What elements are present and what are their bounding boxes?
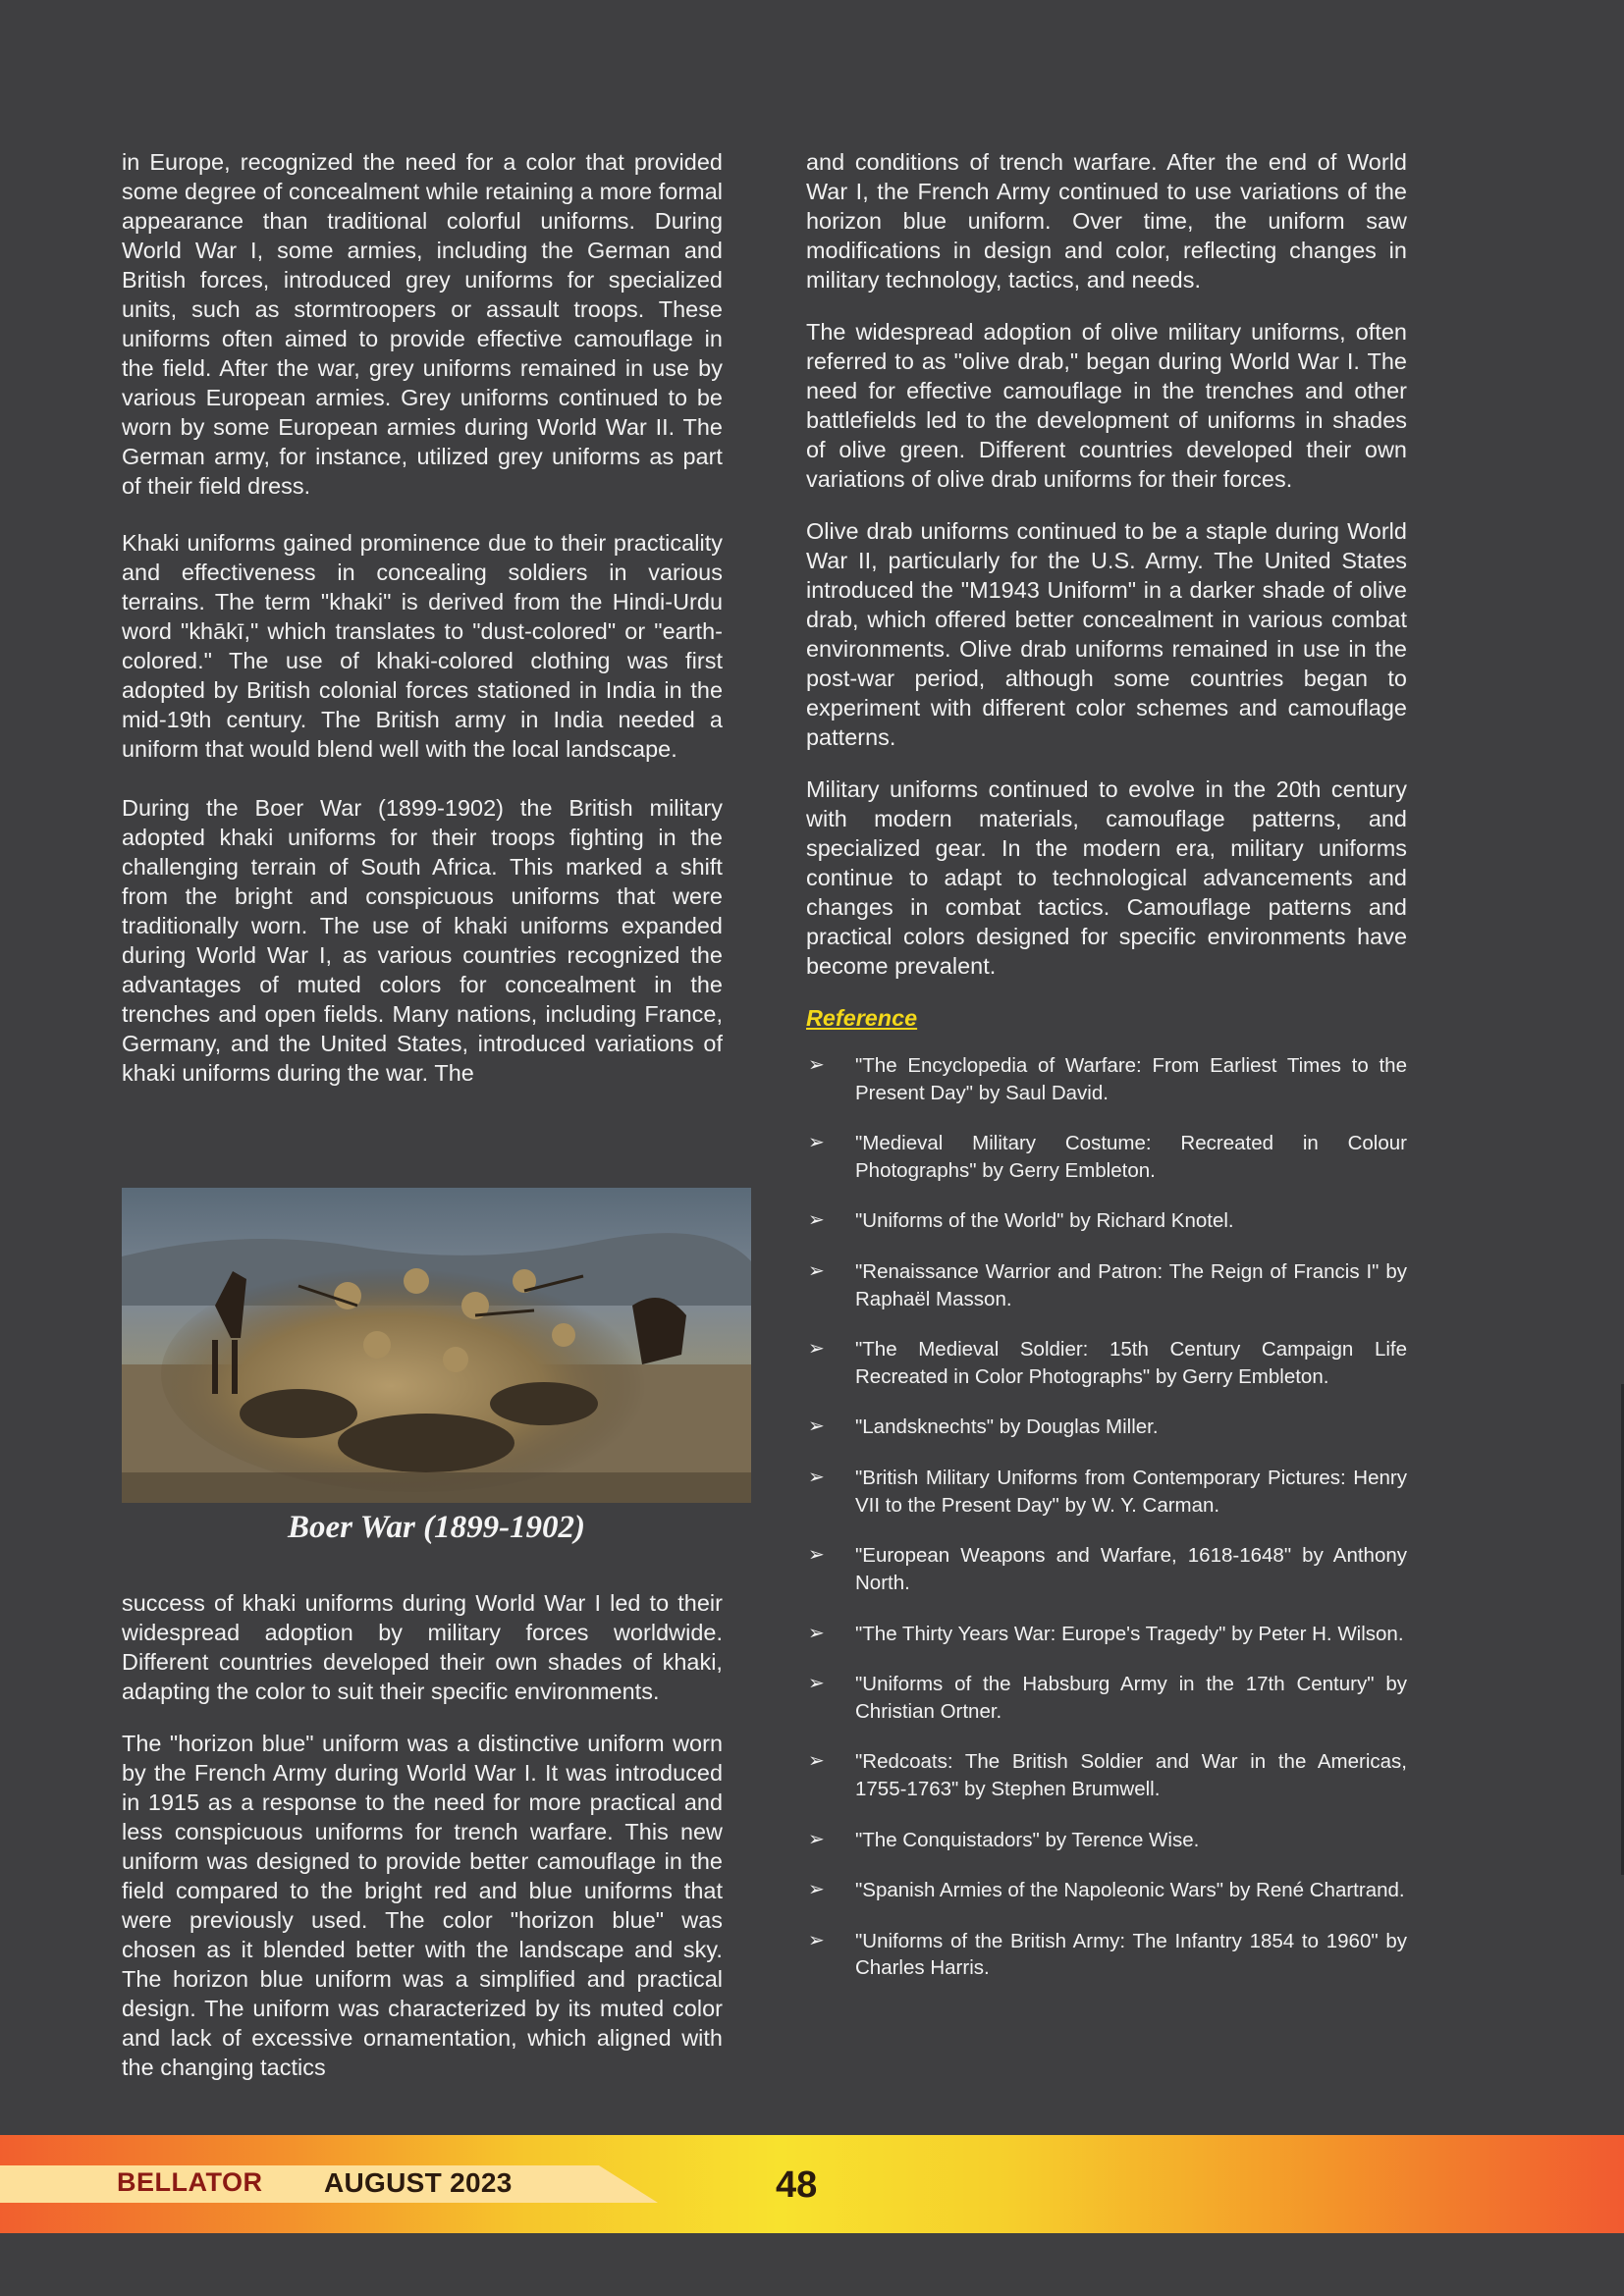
left-column-continued	[122, 1588, 723, 2105]
arrow-bullet-icon: ➢	[808, 1750, 825, 1773]
reference-item	[806, 1827, 1407, 1854]
figure	[122, 1188, 751, 1546]
reference-item	[806, 1130, 1407, 1184]
body-paragraph: Khaki uniforms gained prominence due to their practicality and effectiveness in concealing soldiers in various terrains. The term "khaki" is derived from the Hindi-Urdu word "khākī," which translates to "dust-colored" or "earth-colored." The use of khaki-colored clothing was first adopted by British colonial forces stationed in India in the mid-19th century. The British army in India needed a uniform that would blend well with the local landscape.	[122, 530, 723, 762]
reference-text: "Uniforms of the World" by Richard Knotel.	[855, 1209, 1234, 1233]
body-paragraph: During the Boer War (1899-1902) the British military adopted khaki uniforms for their troops fighting in the challenging terrain of South Africa. This marked a shift from the bright and conspicuous uniforms that were traditionally worn. The use of khaki uniforms expanded during World War I, as various countries recognized the advantages of muted colors for concealment in the trenches and open fields. Many nations, including France, Germany, and the United States, introduced variations of khaki uniforms during the war. The	[122, 795, 723, 1086]
reference-text: "Redcoats: The British Soldier and War in the Americas, 1755-1763" by Stephen Brumwell.	[855, 1750, 1407, 1800]
issue-date: AUGUST 2023	[324, 2167, 513, 2198]
reference-item	[806, 1877, 1407, 1904]
arrow-bullet-icon: ➢	[808, 1929, 825, 1951]
reference-item	[806, 1465, 1407, 1519]
arrow-bullet-icon: ➢	[808, 1132, 825, 1154]
arrow-bullet-icon: ➢	[808, 1054, 825, 1076]
page-number: 48	[776, 2164, 818, 2206]
arrow-bullet-icon: ➢	[808, 1209, 825, 1232]
reference-item	[806, 1928, 1407, 1982]
arrow-bullet-icon: ➢	[808, 1260, 825, 1283]
reference-text: "Landsknechts" by Douglas Miller.	[855, 1415, 1159, 1439]
reference-text: "Uniforms of the Habsburg Army in the 17th Century" by Christian Ortner.	[855, 1673, 1407, 1723]
reference-item	[806, 1671, 1407, 1725]
reference-text: "The Encyclopedia of Warfare: From Earliest Times to the Present Day" by Saul David.	[855, 1054, 1407, 1104]
right-column	[806, 147, 1407, 2005]
boer-war-painting	[122, 1188, 751, 1503]
arrow-bullet-icon: ➢	[808, 1467, 825, 1489]
reference-text: "European Weapons and Warfare, 1618-1648" by Anthony North.	[855, 1544, 1407, 1594]
arrow-bullet-icon: ➢	[808, 1544, 825, 1567]
body-paragraph: The "horizon blue" uniform was a distinctive uniform worn by the French Army during World War I. It was introduced in 1915 as a response to the need for more practical and less conspicuous uniforms for trench warfare. This new uniform was designed to provide better camouflage in the field compared to the bright red and blue uniforms that were previously used. The color "horizon blue" was chosen as it blended better with the landscape and sky. The horizon blue uniform was a simplified and practical design. The uniform was characterized by its muted color and lack of excessive ornamentation, which aligned with the changing tactics	[122, 1731, 723, 2080]
arrow-bullet-icon: ➢	[808, 1338, 825, 1361]
figure-caption: Boer War (1899-1902)	[287, 1510, 586, 1545]
reference-text: "Renaissance Warrior and Patron: The Reign of Francis I" by Raphaël Masson.	[855, 1260, 1407, 1310]
body-paragraph: Olive drab uniforms continued to be a staple during World War II, particularly for the U.S. Army. The United States introduced the "M1943 Uniform" in a darker shade of olive drab, which offered better concealment in various combat environments. Olive drab uniforms remained in use in the post-war period, although some countries began to experiment with different color schemes and camouflage patterns.	[806, 518, 1407, 750]
reference-item	[806, 1621, 1407, 1648]
arrow-bullet-icon: ➢	[808, 1622, 825, 1644]
reference-text: "The Medieval Soldier: 15th Century Campaign Life Recreated in Color Photographs" by Gerry Embleton.	[855, 1338, 1407, 1388]
body-paragraph: and conditions of trench warfare. After the end of World War I, the French Army continued to use variations of the horizon blue uniform. Over time, the uniform saw modifications in design and color, reflecting changes in military technology, tactics, and needs.	[806, 149, 1407, 293]
reference-item	[806, 1052, 1407, 1106]
reference-text: "Spanish Armies of the Napoleonic Wars" by René Chartrand.	[855, 1879, 1405, 1902]
arrow-bullet-icon: ➢	[808, 1673, 825, 1695]
reference-text: "The Thirty Years War: Europe's Tragedy" by Peter H. Wilson.	[855, 1622, 1404, 1645]
reference-item	[806, 1207, 1407, 1235]
reference-list	[806, 1052, 1407, 1982]
reference-item	[806, 1336, 1407, 1390]
reference-item	[806, 1542, 1407, 1596]
arrow-bullet-icon: ➢	[808, 1415, 825, 1438]
reference-heading: Reference	[806, 1005, 918, 1031]
arrow-bullet-icon: ➢	[808, 1879, 825, 1901]
page-footer	[0, 2135, 1624, 2233]
body-paragraph: Military uniforms continued to evolve in the 20th century with modern materials, camouflage patterns, and specialized gear. In the modern era, military uniforms continue to adapt to technological advancements and changes in combat tactics. Camouflage patterns and practical colors designed for specific environments have become prevalent.	[806, 776, 1407, 979]
body-paragraph: The widespread adoption of olive military uniforms, often referred to as "olive drab," began during World War I. The need for effective camouflage in the trenches and other battlefields led to the development of uniforms in shades of olive green. Different countries developed their own variations of olive drab uniforms for their forces.	[806, 319, 1407, 492]
magazine-name: BELLATOR	[117, 2167, 263, 2197]
reference-text: "Uniforms of the British Army: The Infantry 1854 to 1960" by Charles Harris.	[855, 1929, 1407, 1980]
reference-text: "The Conquistadors" by Terence Wise.	[855, 1828, 1200, 1851]
reference-text: "Medieval Military Costume: Recreated in Colour Photographs" by Gerry Embleton.	[855, 1132, 1407, 1182]
reference-item	[806, 1414, 1407, 1441]
reference-text: "British Military Uniforms from Contemporary Pictures: Henry VII to the Present Day" by W. Y. Carman.	[855, 1467, 1407, 1517]
left-column	[122, 147, 723, 1088]
body-paragraph: success of khaki uniforms during World War I led to their widespread adoption by military forces worldwide. Different countries developed their own shades of khaki, adapting the color to suit their specific environments.	[122, 1590, 723, 1704]
body-paragraph: in Europe, recognized the need for a color that provided some degree of concealment while retaining a more formal appearance than traditional colorful uniforms. During World War I, some armies, including the German and British forces, introduced grey uniforms for specialized units, such as stormtroopers or assault troops. These uniforms often aimed to provide effective camouflage in the field. After the war, grey uniforms remained in use by various European armies. Grey uniforms continued to be worn by some European armies during World War II. The German army, for instance, utilized grey uniforms as part of their field dress.	[122, 149, 723, 499]
reference-item	[806, 1748, 1407, 1802]
reference-item	[806, 1258, 1407, 1312]
arrow-bullet-icon: ➢	[808, 1828, 825, 1850]
